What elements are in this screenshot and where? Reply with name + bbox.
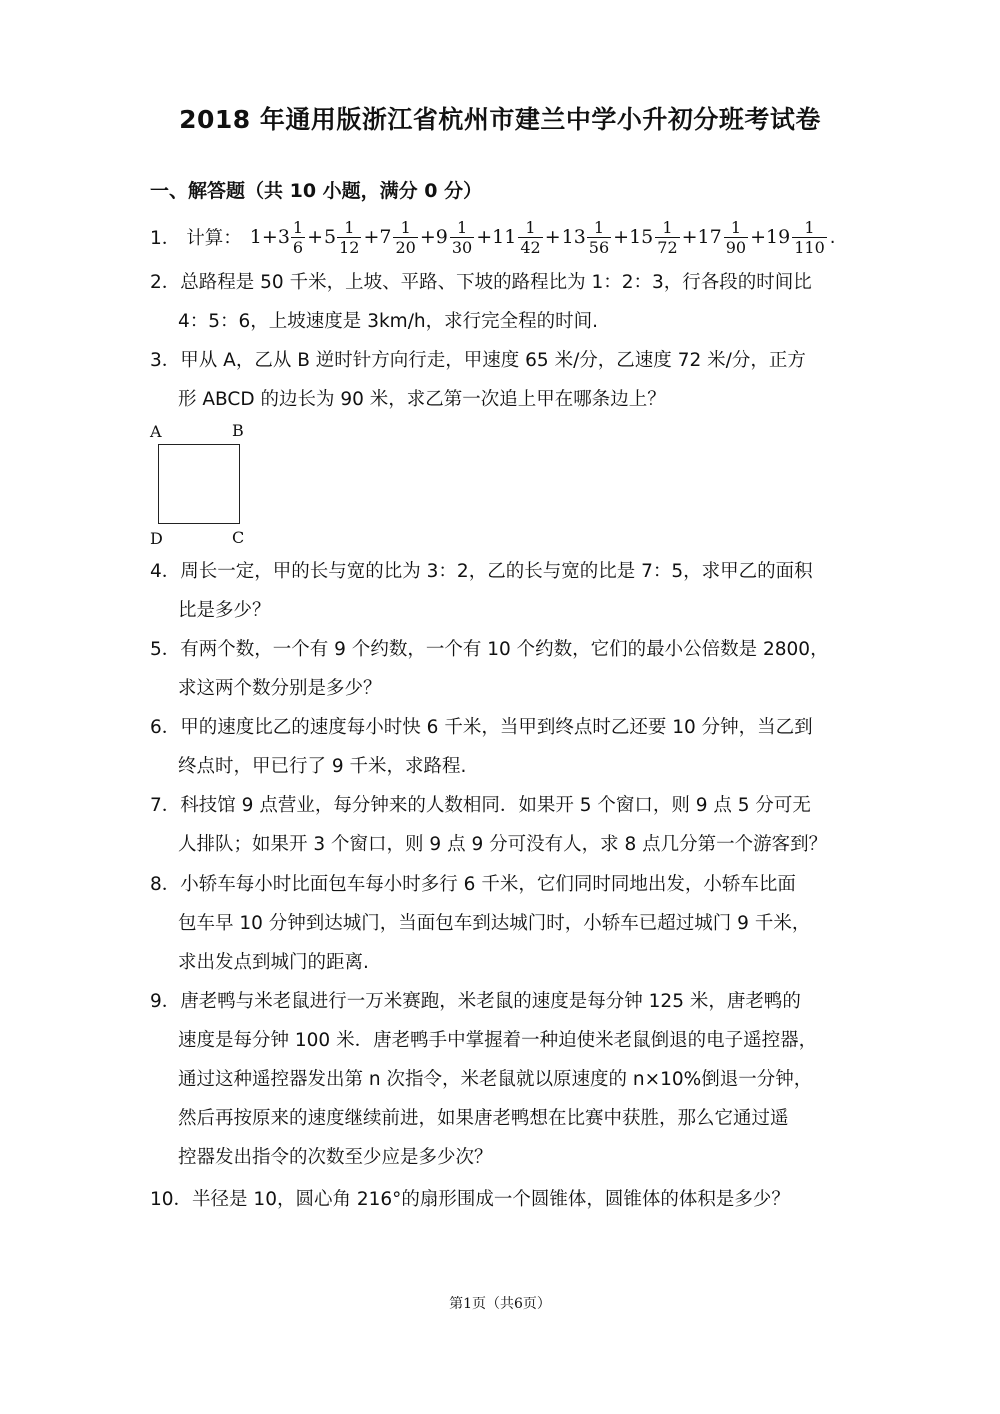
question-text-line-3: 通过这种遥控器发出第 n 次指令，米老鼠就以原速度的 n×10%倒退一分钟， <box>178 1069 813 1090</box>
operator: +15 <box>613 226 654 248</box>
fraction <box>724 218 748 257</box>
question-4 <box>150 552 860 630</box>
denominator: 110 <box>794 237 825 257</box>
question-7 <box>150 786 860 864</box>
term-2 <box>278 218 324 257</box>
question-8 <box>150 865 860 982</box>
term-7 <box>562 218 655 257</box>
section-header: 一、解答题（共 10 小题，满分 0 分） <box>150 180 483 202</box>
question-number: 10． <box>150 1189 193 1210</box>
whole-part: 3 <box>277 226 290 248</box>
question-number: 3． <box>150 350 181 371</box>
operator: +9 <box>419 226 448 248</box>
question-number: 6． <box>150 717 181 738</box>
question-text-line-1: 甲的速度比乙的速度每小时快 6 千米，当甲到终点时乙还要 10 分钟，当乙到 <box>180 717 813 738</box>
term-8 <box>654 218 722 257</box>
question-number: 2． <box>150 272 181 293</box>
question-10 <box>150 1180 860 1219</box>
term-6 <box>517 218 561 257</box>
denominator: 30 <box>451 237 473 257</box>
question-text-line-2: 人排队；如果开 3 个窗口，则 9 点 9 分可没有人，求 8 点几分第一个游客到？ <box>178 834 828 855</box>
question-text-line-1: 甲从 A，乙从 B 逆时针方向行走，甲速度 65 米/分，乙速度 72 米/分，正方 <box>180 350 806 371</box>
term-9 <box>723 218 791 257</box>
numerator: 1 <box>400 217 411 237</box>
question-5 <box>150 630 860 708</box>
question-text-line-1: 唐老鸭与米老鼠进行一万米赛跑，米老鼠的速度是每分钟 125 米，唐老鸭的 <box>180 991 801 1012</box>
question-6 <box>150 708 860 786</box>
numerator: 1 <box>804 217 815 237</box>
vertex-label-a: A <box>150 422 162 441</box>
fraction <box>393 218 417 257</box>
question-text-line-1: 周长一定，甲的长与宽的比为 3：2，乙的长与宽的比是 7：5，求甲乙的面积 <box>180 561 813 582</box>
term-5 <box>449 218 517 257</box>
operator: + <box>307 226 324 248</box>
denominator: 20 <box>395 237 416 257</box>
term-10 <box>791 218 828 257</box>
question-text-line-2: 形 ABCD 的边长为 90 米，求乙第一次追上甲在哪条边上？ <box>178 389 666 410</box>
whole-part: 5 <box>324 226 337 248</box>
question-text-line-2: 比是多少？ <box>178 600 271 621</box>
question-number: 8． <box>150 874 181 895</box>
exam-title: 2018 年通用版浙江省杭州市建兰中学小升初分班考试卷 <box>179 105 821 134</box>
operator: + <box>544 226 561 248</box>
question-text-line-1: 科技馆 9 点营业，每分钟来的人数相同．如果开 5 个窗口，则 9 点 5 分可无 <box>180 795 811 816</box>
fraction <box>792 218 827 257</box>
fraction <box>450 218 474 257</box>
term-text: 1+ <box>249 226 278 248</box>
vertex-label-b: B <box>232 421 244 440</box>
fraction <box>291 218 305 257</box>
fraction <box>587 218 611 257</box>
question-text-line-1: 半径是 10，圆心角 216°的扇形围成一个圆锥体，圆锥体的体积是多少？ <box>192 1189 790 1210</box>
fraction <box>655 218 679 257</box>
numerator: 1 <box>730 217 741 237</box>
question-text-line-5: 控器发出指令的次数至少应是多少次？ <box>178 1147 493 1168</box>
question-label: 计算： <box>186 228 242 249</box>
vertex-label-c: C <box>232 528 245 547</box>
denominator: 56 <box>588 237 610 257</box>
numerator: 1 <box>344 217 355 237</box>
page-footer: 第1页（共6页） <box>449 1296 551 1312</box>
operator: +11 <box>476 226 517 248</box>
question-text-line-1: 总路程是 50 千米，上坡、平路、下坡的路程比为 1：2：3，行各段的时间比 <box>180 272 812 293</box>
operator: +19 <box>750 226 791 248</box>
numerator: 1 <box>525 217 536 237</box>
question-text-line-1: 有两个数，一个有 9 个约数，一个有 10 个约数，它们的最小公倍数是 2800， <box>180 639 829 660</box>
square-shape <box>158 444 240 524</box>
question-text-line-1: 小轿车每小时比面包车每小时多行 6 千米，它们同时同地出发，小轿车比面 <box>180 874 796 895</box>
term-4 <box>392 218 448 257</box>
denominator: 6 <box>292 237 304 257</box>
question-text-line-2: 包车早 10 分钟到达城门，当面包车到达城门时，小轿车已超过城门 9 千米， <box>178 913 811 934</box>
operator: +17 <box>681 226 722 248</box>
question-number: 5． <box>150 639 181 660</box>
operator: +7 <box>363 226 392 248</box>
fraction <box>337 218 361 257</box>
denominator: 12 <box>339 237 360 257</box>
square-abcd-figure <box>146 418 256 550</box>
vertex-label-d: D <box>150 529 163 548</box>
denominator: 90 <box>725 237 747 257</box>
question-1 <box>150 212 835 262</box>
denominator: 72 <box>657 237 678 257</box>
question-text-line-2: 求这两个数分别是多少？ <box>178 678 382 699</box>
numerator: 1 <box>662 217 673 237</box>
end-period: . <box>829 226 836 248</box>
question-number: 7． <box>150 795 181 816</box>
question-text-line-3: 求出发点到城门的距离. <box>178 952 369 973</box>
question-text-line-2: 速度是每分钟 100 米．唐老鸭手中掌握着一种迫使米老鼠倒退的电子遥控器， <box>178 1030 818 1051</box>
term-3 <box>324 218 392 257</box>
whole-part: 13 <box>561 226 586 248</box>
fraction <box>518 218 542 257</box>
question-text-line-2: 4：5：6，上坡速度是 3km/h，求行完全程的时间. <box>178 311 599 332</box>
question-text-line-2: 终点时，甲已行了 9 千米，求路程. <box>178 756 467 777</box>
numerator: 1 <box>292 217 304 237</box>
question-number: 9． <box>150 991 181 1012</box>
denominator: 42 <box>520 237 541 257</box>
question-number: 1． <box>150 228 181 249</box>
question-9 <box>150 982 860 1177</box>
question-number: 4． <box>150 561 181 582</box>
question-2 <box>150 263 860 341</box>
term-1 <box>250 226 278 248</box>
question-text-line-4: 然后再按原来的速度继续前进，如果唐老鸭想在比赛中获胜，那么它通过遥 <box>178 1108 789 1129</box>
numerator: 1 <box>593 217 605 237</box>
numerator: 1 <box>456 217 468 237</box>
question-3 <box>150 341 860 419</box>
